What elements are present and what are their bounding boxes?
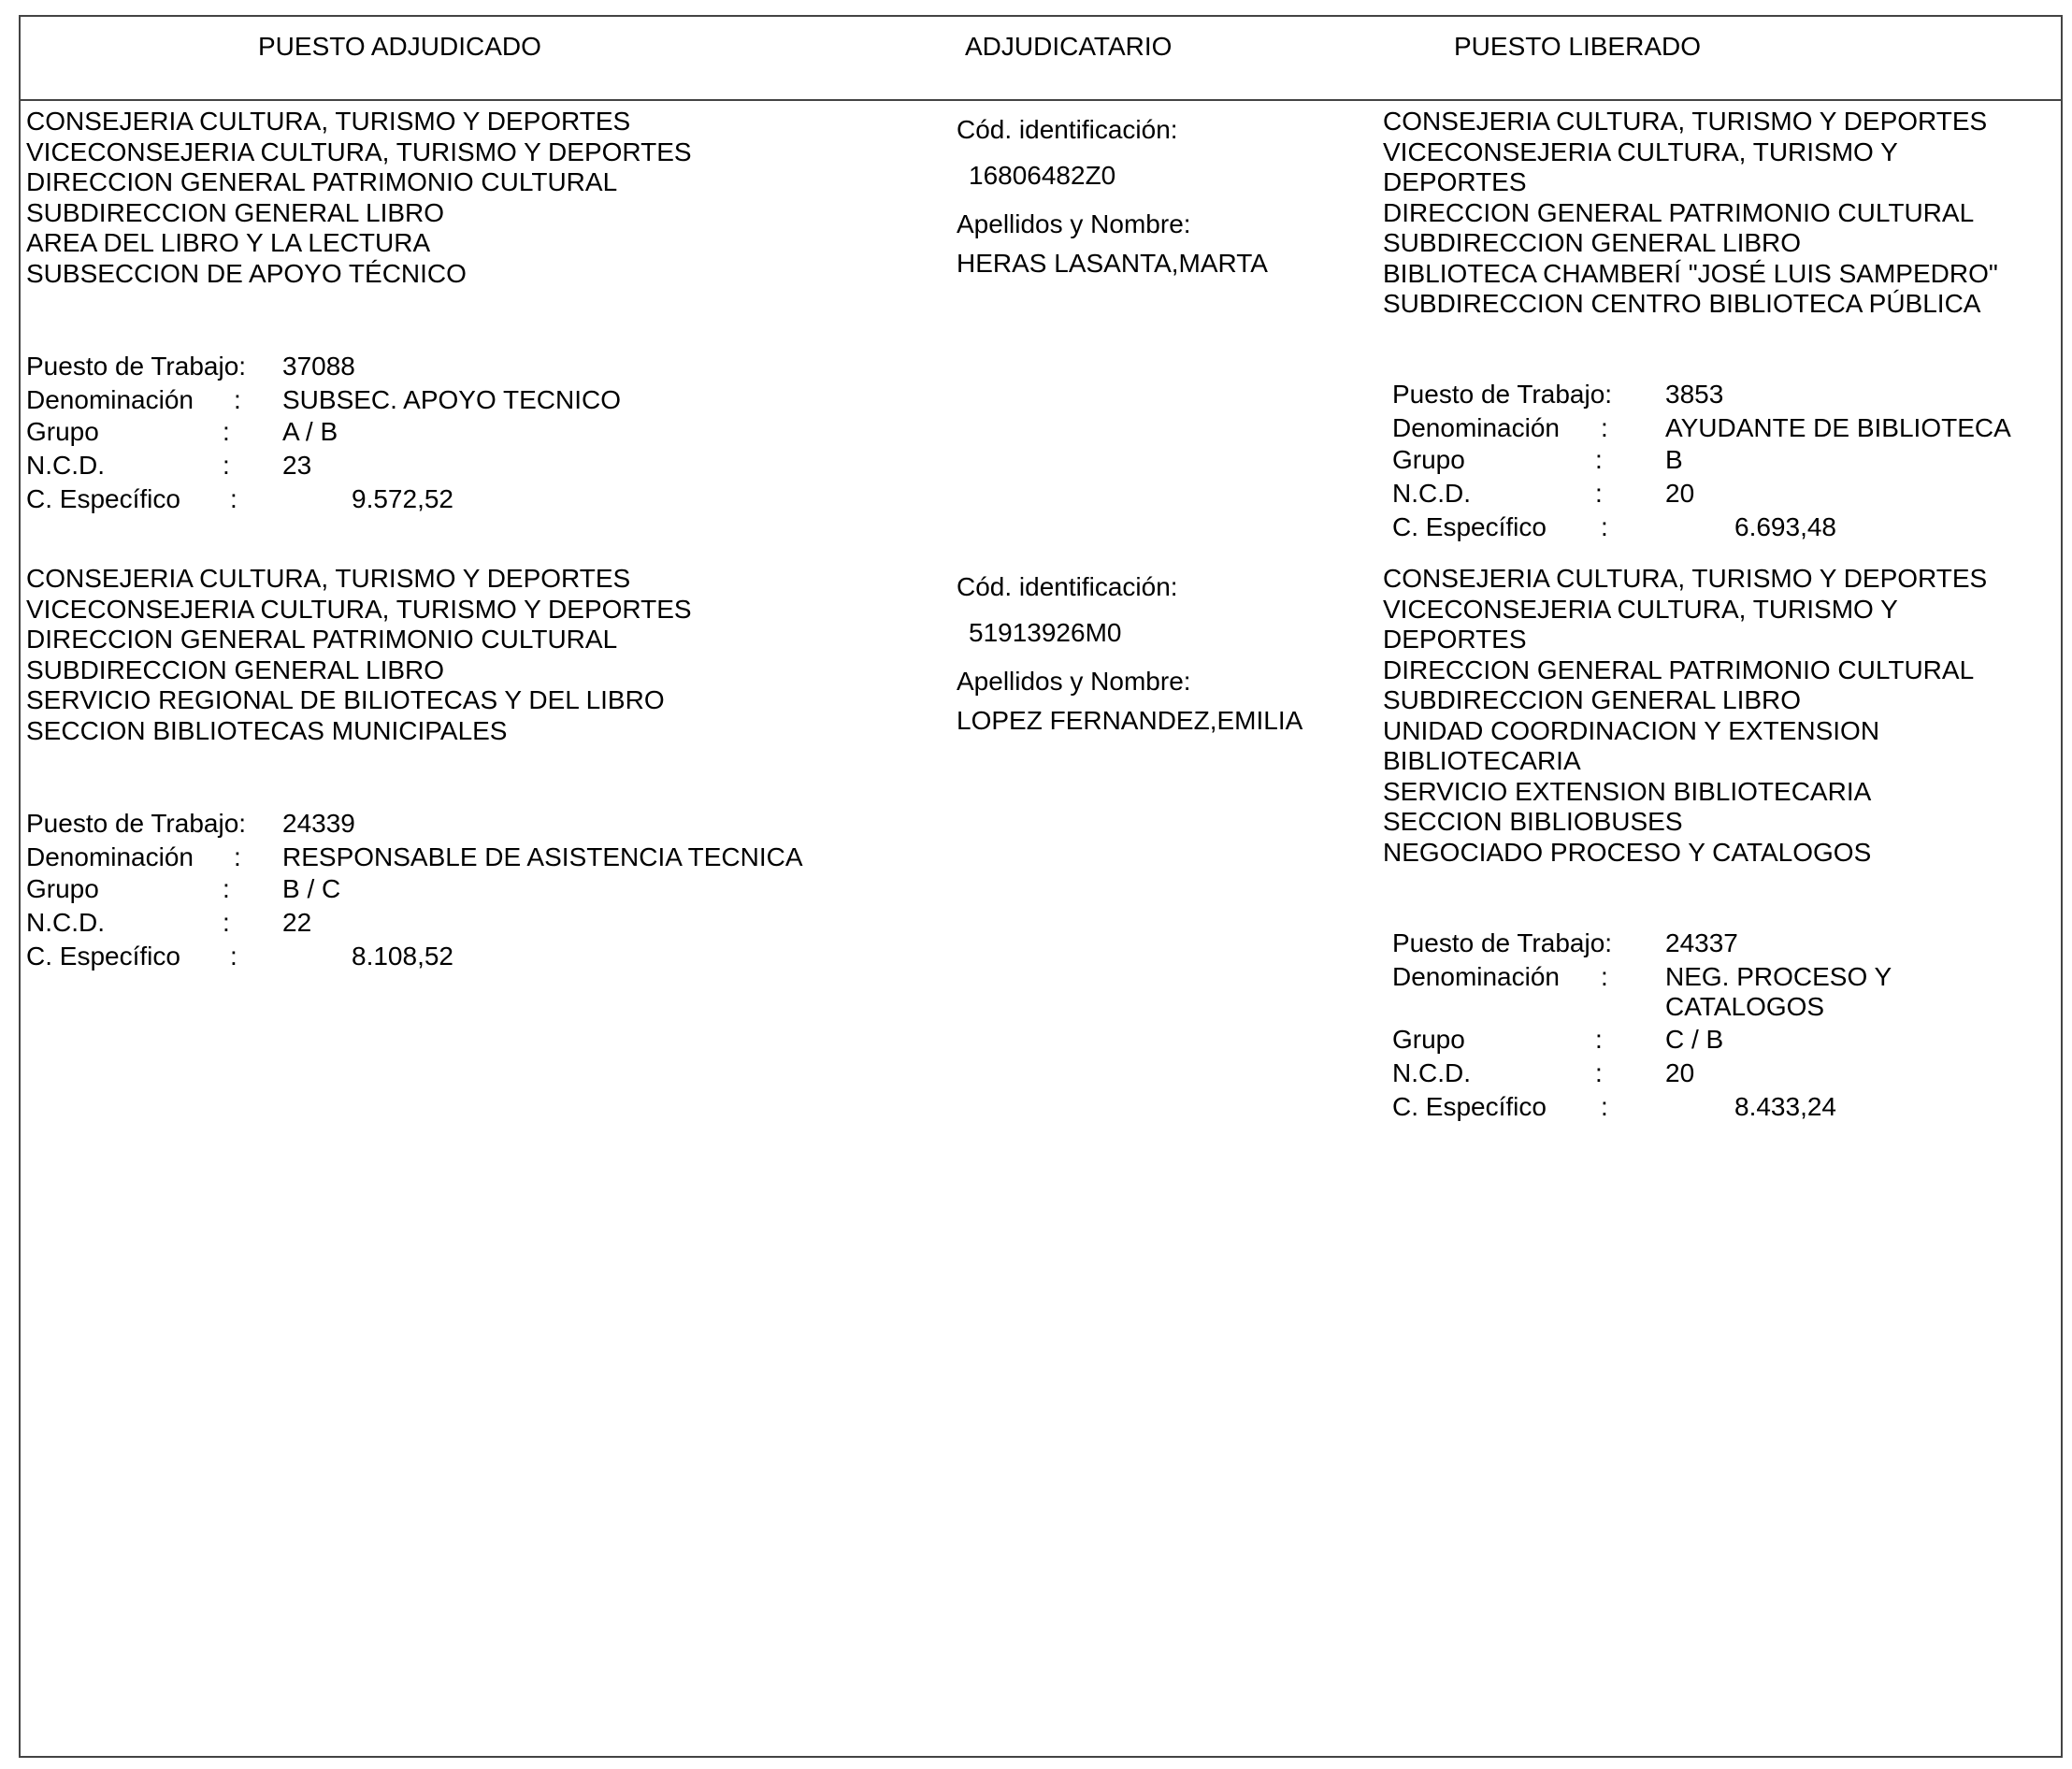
colon: : [223, 417, 230, 446]
org-line: DIRECCION GENERAL PATRIMONIO CULTURAL [1383, 654, 1975, 684]
org-line: SUBDIRECCION GENERAL LIBRO [26, 197, 445, 227]
org-line: DEPORTES [1383, 625, 1527, 654]
org-line: SERVICIO REGIONAL DE BILIOTECAS Y DEL LIBRO [26, 685, 665, 714]
puesto-label: Puesto de Trabajo: [26, 809, 247, 838]
org-line: SUBDIRECCION GENERAL LIBRO [26, 654, 445, 684]
colon: : [230, 942, 237, 971]
grupo-value: C / B [1665, 1025, 1724, 1054]
colon: : [1595, 1025, 1603, 1054]
entry2-liberado-org [1383, 564, 1987, 868]
denominacion-label: Denominación [1392, 413, 1560, 442]
org-line: VICECONSEJERIA CULTURA, TURISMO Y DEPORTES [26, 137, 692, 166]
org-line: VICECONSEJERIA CULTURA, TURISMO Y DEPORTES [26, 594, 692, 624]
org-line: SECCION BIBLIOBUSES [1383, 807, 1683, 836]
grupo-label: Grupo [1392, 1025, 1465, 1054]
org-line: DEPORTES [1383, 167, 1527, 196]
org-line: SUBDIRECCION GENERAL LIBRO [1383, 228, 1802, 257]
colon: : [230, 484, 237, 513]
ncd-label: N.C.D. [1392, 479, 1471, 508]
cespecifico-value: 6.693,48 [1734, 512, 1836, 541]
org-line: DIRECCION GENERAL PATRIMONIO CULTURAL [1383, 197, 1975, 227]
cespecifico-value: 8.108,52 [352, 942, 453, 971]
org-line: CONSEJERIA CULTURA, TURISMO Y DEPORTES [26, 564, 631, 593]
entry1-liberado-org [1383, 107, 1998, 320]
puesto-label: Puesto de Trabajo: [26, 352, 247, 381]
ncd-value: 20 [1665, 479, 1695, 508]
cespecifico-value: 9.572,52 [352, 484, 453, 513]
cod-label: Cód. identificación: [957, 115, 1178, 144]
colon: : [1601, 512, 1608, 541]
denominacion-label: Denominación [26, 385, 194, 414]
ncd-value: 22 [282, 908, 312, 937]
org-line: CONSEJERIA CULTURA, TURISMO Y DEPORTES [26, 107, 631, 136]
apellidos-label: Apellidos y Nombre: [957, 667, 1191, 696]
header-adjudicatario: ADJUDICATARIO [965, 32, 1173, 61]
puesto-value: 3853 [1665, 380, 1724, 409]
cespecifico-label: C. Específico [1392, 512, 1547, 541]
colon: : [234, 842, 241, 871]
entry2-adjudicado-org [26, 564, 692, 746]
header-divider [19, 99, 2063, 101]
org-line: BIBLIOTECA CHAMBERÍ "JOSÉ LUIS SAMPEDRO" [1383, 258, 1998, 288]
puesto-label: Puesto de Trabajo: [1392, 928, 1613, 957]
puesto-row [26, 352, 246, 381]
colon: : [1601, 962, 1608, 991]
org-line: AREA DEL LIBRO Y LA LECTURA [26, 228, 431, 257]
colon: : [1601, 1092, 1608, 1121]
grupo-label: Grupo [1392, 445, 1465, 474]
org-line: DIRECCION GENERAL PATRIMONIO CULTURAL [26, 625, 618, 654]
ncd-value: 20 [1665, 1058, 1695, 1087]
cod-value: 51913926M0 [969, 618, 1122, 647]
ncd-label: N.C.D. [1392, 1058, 1471, 1087]
org-line: UNIDAD COORDINACION Y EXTENSION [1383, 715, 1880, 745]
org-line: NEGOCIADO PROCESO Y CATALOGOS [1383, 837, 1872, 867]
org-line: SUBSECCION DE APOYO TÉCNICO [26, 258, 467, 288]
ncd-value: 23 [282, 451, 312, 480]
puesto-value: 37088 [282, 352, 355, 381]
org-line: SERVICIO EXTENSION BIBLIOTECARIA [1383, 776, 1872, 806]
entry1-adjudicado-org [26, 107, 692, 289]
colon: : [223, 451, 230, 480]
grupo-value: B / C [282, 874, 341, 903]
grupo-value: A / B [282, 417, 338, 446]
org-line: SUBDIRECCION CENTRO BIBLIOTECA PÚBLICA [1383, 289, 1981, 318]
org-line: BIBLIOTECARIA [1383, 746, 1581, 775]
grupo-value: B [1665, 445, 1683, 474]
colon: : [1595, 445, 1603, 474]
denominacion-value: SUBSEC. APOYO TECNICO [282, 385, 622, 414]
denominacion-value: RESPONSABLE DE ASISTENCIA TECNICA [282, 842, 803, 871]
org-line: DIRECCION GENERAL PATRIMONIO CULTURAL [26, 167, 618, 196]
puesto-value: 24339 [282, 809, 355, 838]
colon: : [1601, 413, 1608, 442]
cod-value: 16806482Z0 [969, 161, 1116, 190]
colon: : [223, 908, 230, 937]
org-line: VICECONSEJERIA CULTURA, TURISMO Y [1383, 137, 1898, 166]
apellidos-label: Apellidos y Nombre: [957, 209, 1191, 238]
nombre-value: HERAS LASANTA,MARTA [957, 249, 1268, 278]
cespecifico-label: C. Específico [1392, 1092, 1547, 1121]
puesto-label: Puesto de Trabajo: [1392, 380, 1613, 409]
grupo-label: Grupo [26, 417, 99, 446]
header-puesto-adjudicado: PUESTO ADJUDICADO [258, 32, 541, 61]
cespecifico-value: 8.433,24 [1734, 1092, 1836, 1121]
org-line: SECCION BIBLIOTECAS MUNICIPALES [26, 715, 508, 745]
colon: : [1595, 1058, 1603, 1087]
org-line: VICECONSEJERIA CULTURA, TURISMO Y [1383, 594, 1898, 624]
denominacion-label: Denominación [1392, 962, 1560, 991]
header-puesto-liberado: PUESTO LIBERADO [1454, 32, 1702, 61]
cespecifico-label: C. Específico [26, 942, 180, 971]
cespecifico-label: C. Específico [26, 484, 180, 513]
ncd-label: N.C.D. [26, 908, 105, 937]
ncd-label: N.C.D. [26, 451, 105, 480]
colon: : [234, 385, 241, 414]
colon: : [1595, 479, 1603, 508]
denominacion-value: AYUDANTE DE BIBLIOTECA [1665, 413, 2011, 442]
puesto-value: 24337 [1665, 928, 1738, 957]
colon: : [223, 874, 230, 903]
cod-label: Cód. identificación: [957, 572, 1178, 601]
org-line: CONSEJERIA CULTURA, TURISMO Y DEPORTES [1383, 564, 1988, 593]
org-line: CONSEJERIA CULTURA, TURISMO Y DEPORTES [1383, 107, 1988, 136]
org-line: SUBDIRECCION GENERAL LIBRO [1383, 685, 1802, 714]
nombre-value: LOPEZ FERNANDEZ,EMILIA [957, 706, 1303, 735]
grupo-label: Grupo [26, 874, 99, 903]
denominacion-label: Denominación [26, 842, 194, 871]
denominacion-value: NEG. PROCESO Y CATALOGOS [1665, 962, 1892, 1021]
